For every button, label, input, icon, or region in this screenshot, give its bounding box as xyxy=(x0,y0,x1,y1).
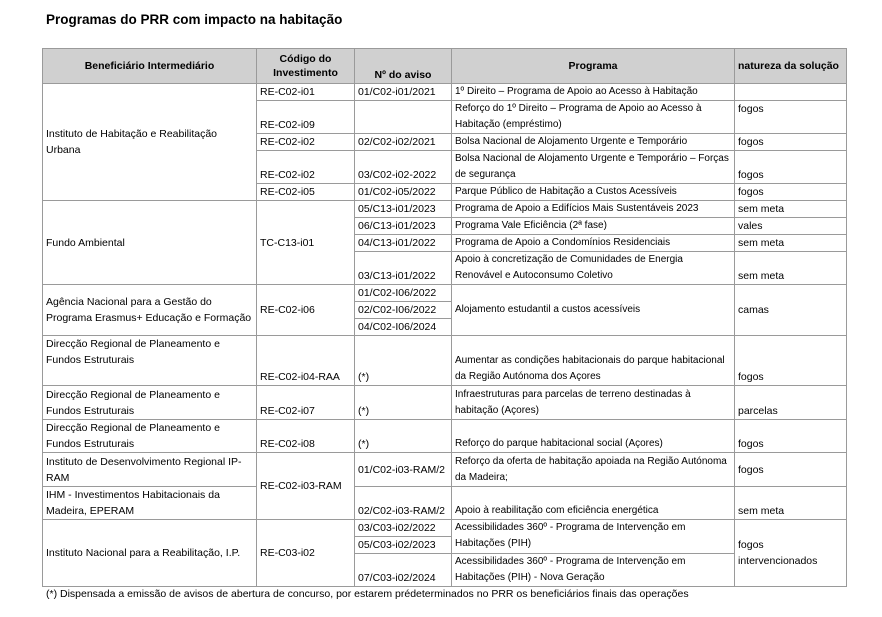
cell-aviso: 01/C02-I06/2022 xyxy=(355,285,452,302)
cell-programa: Reforço da oferta de habitação apoiada na Região Autónoma da Madeira; xyxy=(452,453,735,487)
cell-aviso xyxy=(355,101,452,134)
table-header-row xyxy=(43,49,847,84)
cell-aviso: (*) xyxy=(355,420,452,453)
cell-natureza: fogos xyxy=(735,184,847,201)
cell-natureza: parcelas xyxy=(735,386,847,420)
cell-programa: Aumentar as condições habitacionais do parque habitacional da Região Autónoma dos Açores xyxy=(452,336,735,386)
cell-codigo: RE-C03-i02 xyxy=(257,520,355,587)
cell-programa: Programa Vale Eficiência (2ª fase) xyxy=(452,218,735,235)
cell-programa: Bolsa Nacional de Alojamento Urgente e Temporário xyxy=(452,134,735,151)
cell-programa: Apoio à concretização de Comunidades de Energia Renovável e Autoconsumo Coletivo xyxy=(452,252,735,285)
cell-programa: Reforço do 1º Direito – Programa de Apoio ao Acesso à Habitação (empréstimo) xyxy=(452,101,735,134)
cell-natureza: vales xyxy=(735,218,847,235)
cell-aviso: 06/C13-i01/2023 xyxy=(355,218,452,235)
table-row xyxy=(43,201,847,218)
cell-programa: Infraestruturas para parcelas de terreno destinadas à habitação (Açores) xyxy=(452,386,735,420)
table-row xyxy=(43,285,847,302)
header-natureza: natureza da solução xyxy=(735,49,847,84)
cell-programa: Parque Público de Habitação a Custos Acessíveis xyxy=(452,184,735,201)
prr-programs-table xyxy=(42,48,847,587)
cell-beneficiario: Instituto de Habitação e Reabilitação Urbana xyxy=(43,84,257,201)
cell-beneficiario: Fundo Ambiental xyxy=(43,201,257,285)
cell-programa: 1º Direito – Programa de Apoio ao Acesso à Habitação xyxy=(452,84,735,101)
cell-natureza: fogos xyxy=(735,336,847,386)
cell-natureza: fogos xyxy=(735,151,847,184)
cell-beneficiario: Instituto de Desenvolvimento Regional IP-RAM xyxy=(43,453,257,487)
cell-aviso: 07/C03-i02/2024 xyxy=(355,554,452,587)
table-row xyxy=(43,336,847,386)
cell-beneficiario: Instituto Nacional para a Reabilitação, I.P. xyxy=(43,520,257,587)
table-row xyxy=(43,386,847,420)
cell-natureza: fogos intervencionados xyxy=(735,520,847,587)
cell-natureza: fogos xyxy=(735,134,847,151)
cell-beneficiario: Agência Nacional para a Gestão do Programa Erasmus+ Educação e Formação xyxy=(43,285,257,336)
table-row xyxy=(43,84,847,101)
cell-codigo: RE-C02-i04-RAA xyxy=(257,336,355,386)
cell-codigo: RE-C02-i01 xyxy=(257,84,355,101)
cell-codigo: RE-C02-i07 xyxy=(257,386,355,420)
table-row xyxy=(43,520,847,537)
cell-codigo: RE-C02-i02 xyxy=(257,134,355,151)
cell-aviso: 04/C02-I06/2024 xyxy=(355,319,452,336)
cell-aviso: 02/C02-I06/2022 xyxy=(355,302,452,319)
cell-beneficiario: Direcção Regional de Planeamento e Fundos Estruturais xyxy=(43,420,257,453)
cell-aviso: (*) xyxy=(355,386,452,420)
cell-aviso: 01/C02-i03-RAM/2 xyxy=(355,453,452,487)
cell-codigo: RE-C02-i02 xyxy=(257,151,355,184)
cell-natureza: sem meta xyxy=(735,252,847,285)
cell-programa: Bolsa Nacional de Alojamento Urgente e Temporário – Forças de segurança xyxy=(452,151,735,184)
cell-codigo: RE-C02-i05 xyxy=(257,184,355,201)
cell-programa: Programa de Apoio a Condomínios Residenciais xyxy=(452,235,735,252)
cell-beneficiario: Direcção Regional de Planeamento e Fundos Estruturais xyxy=(43,336,257,386)
cell-aviso: 01/C02-i01/2021 xyxy=(355,84,452,101)
cell-beneficiario: Direcção Regional de Planeamento e Fundos Estruturais xyxy=(43,386,257,420)
cell-aviso: 02/C02-i03-RAM/2 xyxy=(355,487,452,520)
cell-natureza: fogos xyxy=(735,101,847,134)
cell-codigo: RE-C02-i08 xyxy=(257,420,355,453)
cell-codigo: RE-C02-i06 xyxy=(257,285,355,336)
cell-aviso: 03/C13-i01/2022 xyxy=(355,252,452,285)
cell-natureza: fogos xyxy=(735,420,847,453)
cell-aviso: 01/C02-i05/2022 xyxy=(355,184,452,201)
cell-aviso: 05/C03-i02/2023 xyxy=(355,537,452,554)
table-row xyxy=(43,453,847,487)
cell-codigo: RE-C02-i09 xyxy=(257,101,355,134)
cell-natureza: camas xyxy=(735,285,847,336)
cell-natureza: sem meta xyxy=(735,201,847,218)
cell-aviso: (*) xyxy=(355,336,452,386)
cell-aviso: 05/C13-i01/2023 xyxy=(355,201,452,218)
cell-aviso: 02/C02-i02/2021 xyxy=(355,134,452,151)
cell-programa: Alojamento estudantil a custos acessíveis xyxy=(452,285,735,336)
cell-natureza xyxy=(735,84,847,101)
header-programa: Programa xyxy=(452,49,735,84)
cell-aviso: 04/C13-i01/2022 xyxy=(355,235,452,252)
cell-codigo: RE-C02-i03-RAM xyxy=(257,453,355,520)
cell-natureza: sem meta xyxy=(735,235,847,252)
cell-programa: Reforço do parque habitacional social (Açores) xyxy=(452,420,735,453)
header-codigo: Código do Investimento xyxy=(257,49,355,84)
cell-aviso: 03/C02-i02-2022 xyxy=(355,151,452,184)
page-title: Programas do PRR com impacto na habitação xyxy=(46,12,343,27)
header-beneficiario: Beneficiário Intermediário xyxy=(43,49,257,84)
footnote: (*) Dispensada a emissão de avisos de abertura de concurso, por estarem prédeterminados no PRR os beneficiários finais das operações xyxy=(46,588,689,600)
cell-codigo: TC-C13-i01 xyxy=(257,201,355,285)
cell-natureza: sem meta xyxy=(735,487,847,520)
table-row xyxy=(43,487,847,520)
cell-programa: Apoio à reabilitação com eficiência energética xyxy=(452,487,735,520)
cell-programa: Acessibilidades 360º - Programa de Intervenção em Habitações (PIH) xyxy=(452,520,735,554)
table-row xyxy=(43,420,847,453)
cell-beneficiario: IHM - Investimentos Habitacionais da Madeira, EPERAM xyxy=(43,487,257,520)
cell-natureza: fogos xyxy=(735,453,847,487)
cell-aviso: 03/C03-i02/2022 xyxy=(355,520,452,537)
cell-programa: Acessibilidades 360º - Programa de Intervenção em Habitações (PIH) - Nova Geração xyxy=(452,554,735,587)
cell-programa: Programa de Apoio a Edifícios Mais Sustentáveis 2023 xyxy=(452,201,735,218)
header-aviso: Nº do aviso xyxy=(355,49,452,84)
